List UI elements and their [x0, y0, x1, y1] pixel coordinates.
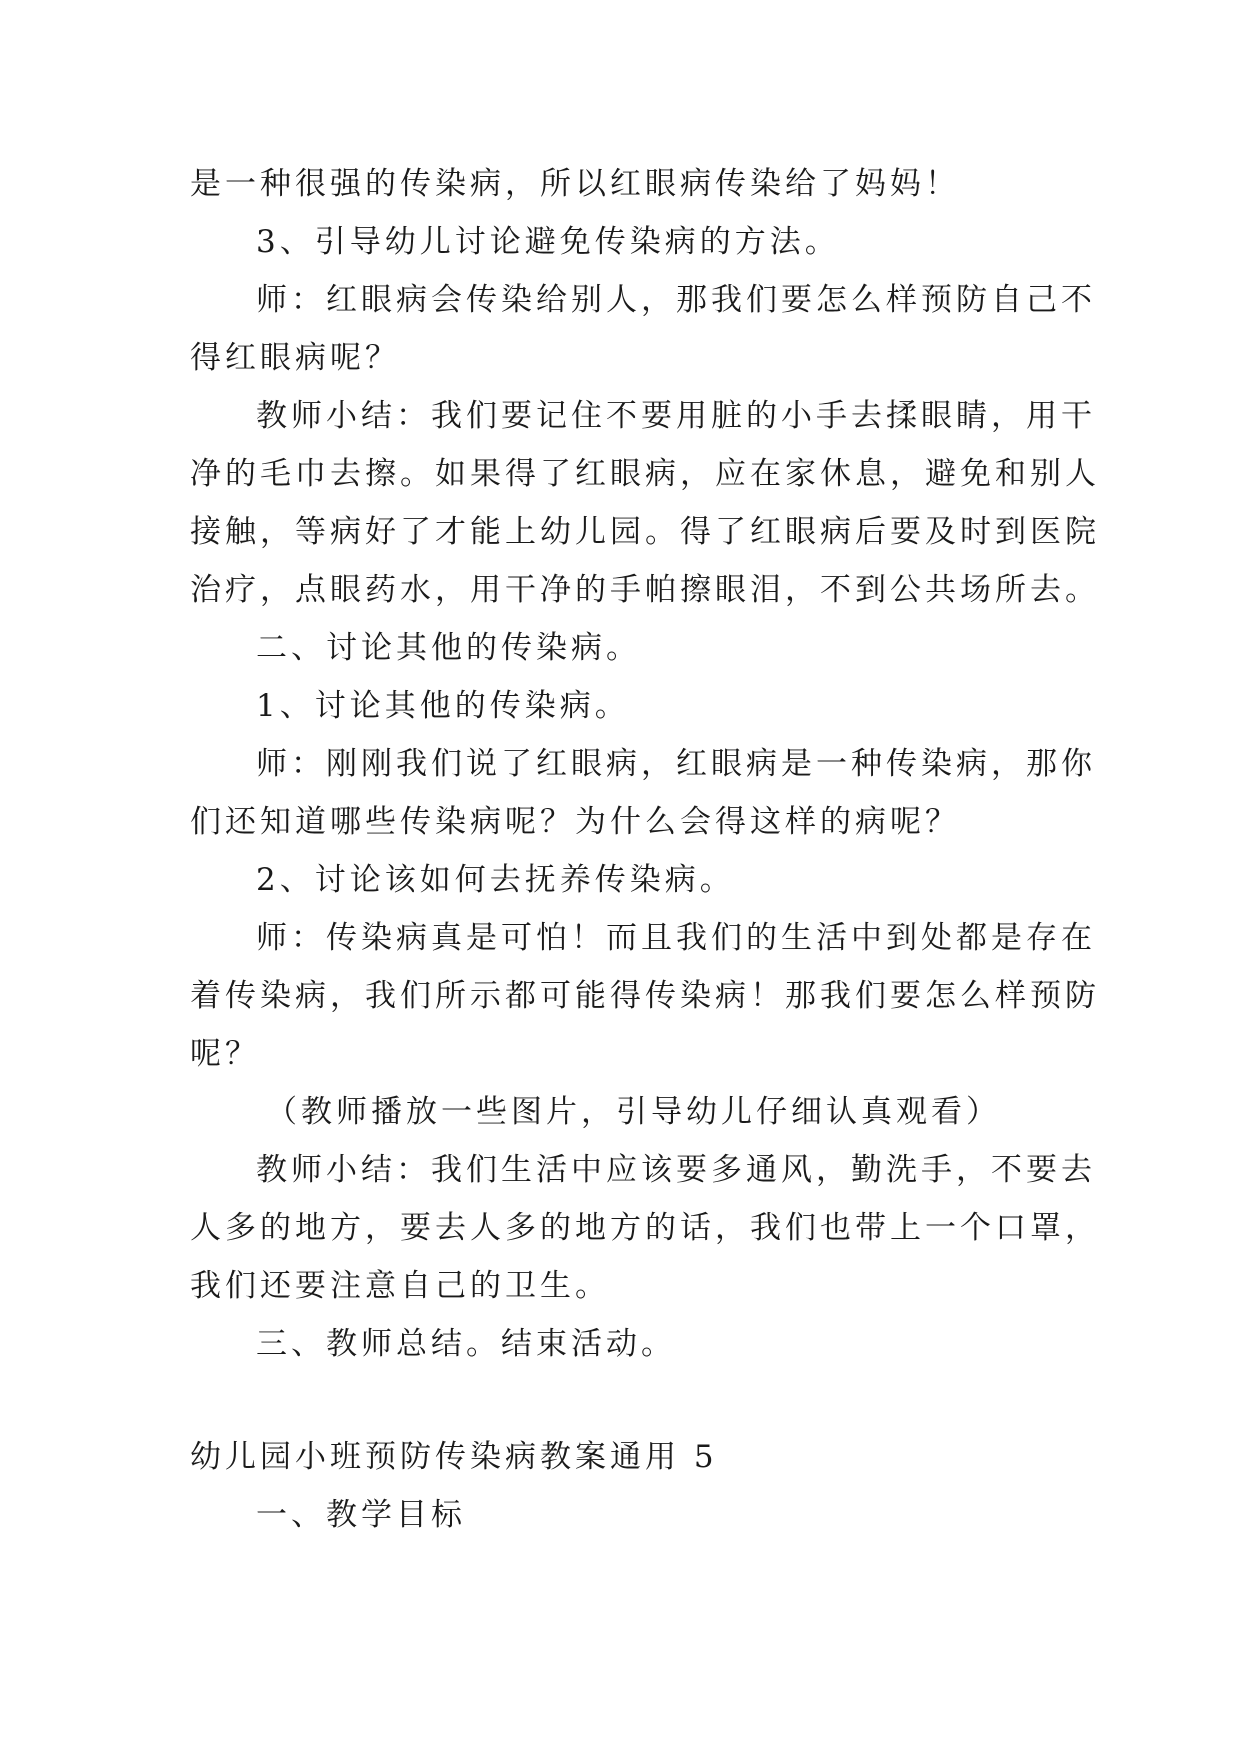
document-body	[190, 155, 1100, 1544]
section-spacer	[190, 1373, 1070, 1428]
text-line: 1、讨论其他的传染病。	[256, 688, 630, 724]
text-line: 二、讨论其他的传染病。	[256, 630, 641, 666]
text-line: 我们还要注意自己的卫生。	[190, 1268, 610, 1304]
text-line: 三、教师总结。结束活动。	[256, 1326, 676, 1362]
text-line: 们还知道哪些传染病呢？为什么会得这样的病呢？	[190, 804, 960, 840]
text-line: 教师小结：我们生活中应该要多通风，勤洗手，不要去	[256, 1152, 1096, 1188]
text-line: 接触，等病好了才能上幼儿园。得了红眼病后要及时到医院	[190, 514, 1100, 550]
text-line: 师：红眼病会传染给别人，那我们要怎么样预防自己不	[256, 282, 1096, 318]
text-line: 着传染病，我们所示都可能得传染病！那我们要怎么样预防	[190, 978, 1100, 1014]
text-line: 得红眼病呢？	[190, 340, 400, 376]
text-line: 3、引导幼儿讨论避免传染病的方法。	[256, 224, 840, 260]
text-line: 是一种很强的传染病，所以红眼病传染给了妈妈！	[190, 166, 960, 202]
text-line: 2、讨论该如何去抚养传染病。	[256, 862, 735, 898]
text-line: （教师播放一些图片，引导幼儿仔细认真观看）	[266, 1094, 1001, 1130]
section-title: 幼儿园小班预防传染病教案通用 5	[190, 1439, 718, 1475]
text-line: 师：刚刚我们说了红眼病，红眼病是一种传染病，那你	[256, 746, 1096, 782]
section-heading: 一、教学目标	[256, 1497, 466, 1533]
text-line: 人多的地方，要去人多的地方的话，我们也带上一个口罩，	[190, 1210, 1100, 1246]
text-line: 呢？	[190, 1036, 260, 1072]
text-line: 教师小结：我们要记住不要用脏的小手去揉眼睛，用干	[256, 398, 1096, 434]
text-line: 治疗，点眼药水，用干净的手帕擦眼泪，不到公共场所去。	[190, 572, 1100, 608]
text-line: 师：传染病真是可怕！而且我们的生活中到处都是存在	[256, 920, 1096, 956]
text-line: 净的毛巾去擦。如果得了红眼病，应在家休息，避免和别人	[190, 456, 1100, 492]
